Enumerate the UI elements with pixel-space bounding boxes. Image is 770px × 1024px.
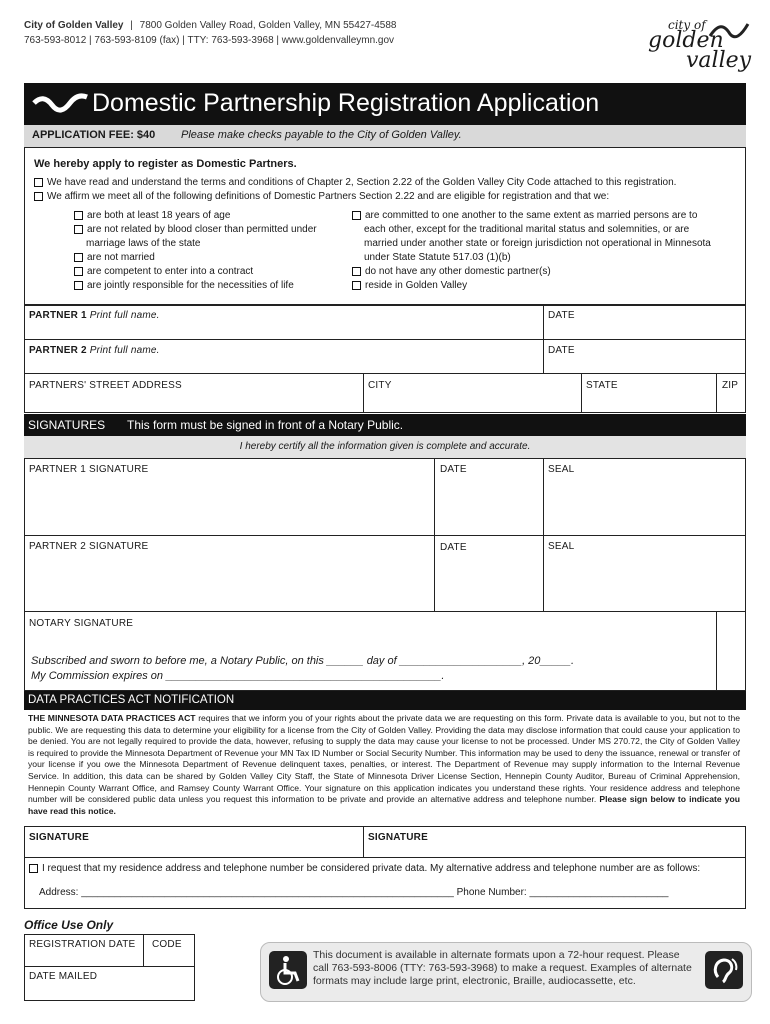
partner2-signature-date[interactable]: DATE [434, 535, 544, 612]
alternative-address-line[interactable]: Address: ___________________________________________________________________ Phone Number: _________________________ [39, 887, 669, 898]
partner2-seal: SEAL [543, 535, 746, 612]
accessibility-text: This document is available in alternate formats upon a 72-hour request. Please call 763-593-8006 (TTY: 763-593-3968) to make a request. Examples of alternate formats may include large print, electronic, Braille, audiocassette, etc. [313, 949, 692, 987]
org-name: City of Golden Valley [24, 20, 124, 31]
sworn-statement: Subscribed and sworn to before me, a Notary Public, on this ______ day of ____________________, 20_____. [31, 655, 575, 667]
logo-wave-icon [708, 20, 750, 42]
notary-side-cell [716, 611, 746, 691]
fee-bar [24, 125, 746, 147]
registration-date-field[interactable]: REGISTRATION DATE [24, 934, 144, 967]
header-address-line: City of Golden Valley | 7800 Golden Valley Road, Golden Valley, MN 55427-4588 [24, 20, 397, 31]
data-practices-body: THE MINNESOTA DATA PRACTICES ACT requires that we inform you of your rights about the private data we are requesting on this form. Private data is available to you, but not to the public. We are requesting this data to determine your eligibility for a license from the City of Golden Valley. Providing the data may disclose information that could cause your application to be denied. You are not legally required to provide the data, however, refusing to supply the data may cause your license to not be processed. Under MS 270.72, the City of Golden Valley is required to provide the Minnesota Department of Revenue your MN Tax ID Number or Social Security Number. This information may be used to deny the issuance, renewal or transfer of your license if you owe the Minnesota Department of Revenue delinquent taxes, penalties, or interest. The Department of Revenue may supply information to the Internal Revenue Service. In addition, this data can be shared by Golden Valley City Staff, the State of Minnesota Driver License Section, Hennepin County Auditor, Bureau of Criminal Apprehension, Hennepin County Warrant Office, and Ramsey County Warrant Office. Your signature on this application indicates you understand these rights. Your residence address and telephone number will be considered public data unless you request this information to be private and provide an alternative address and telephone number. Please sign below to indicate you have read this notice. [28, 713, 741, 816]
data-practices-heading: DATA PRACTICES ACT NOTIFICATION [28, 694, 235, 706]
left-criteria [74, 209, 344, 293]
org-address: 7800 Golden Valley Road, Golden Valley, MN 55427-4588 [139, 20, 397, 31]
fee-note: Please make checks payable to the City of Golden Valley. [181, 129, 462, 141]
partner2-date-field[interactable]: DATE [543, 339, 746, 374]
partner1-seal: SEAL [543, 458, 746, 536]
agreement-affirm[interactable]: We affirm we meet all of the following definitions of Domestic Partners Section 2.22 and are eligible for registration and that we: [34, 190, 744, 204]
city-logo [640, 18, 752, 74]
private-data-checkbox[interactable]: I request that my residence address and telephone number be considered private data. My alternative address and telephone number are as follows: [29, 862, 700, 876]
partner1-signature-field[interactable]: PARTNER 1 SIGNATURE [24, 458, 435, 536]
private-data-request [24, 857, 746, 909]
checkbox[interactable] [34, 192, 43, 201]
state-field[interactable]: STATE [581, 373, 717, 413]
page-title: Domestic Partnership Registration Application [92, 89, 600, 117]
office-use-heading: Office Use Only [24, 918, 114, 932]
criteria-item[interactable]: are both at least 18 years of age [74, 209, 344, 223]
criteria-item[interactable]: are jointly responsible for the necessities of life [74, 279, 344, 293]
signatures-heading: SIGNATURES [28, 418, 106, 432]
certify-bar [24, 436, 746, 458]
accessibility-notice [260, 942, 752, 1002]
partner1-date-field[interactable]: DATE [543, 305, 746, 340]
date-mailed-field[interactable]: DATE MAILED [24, 966, 195, 1001]
signature-field-2[interactable]: SIGNATURE [363, 826, 746, 858]
zip-field[interactable]: ZIP [716, 373, 746, 413]
partner1-signature-date[interactable]: DATE [434, 458, 544, 536]
signature-field-1[interactable]: SIGNATURE [24, 826, 364, 858]
apply-heading: We hereby apply to register as Domestic Partners. [34, 158, 297, 170]
hearing-assist-icon [705, 951, 743, 989]
data-practices-bar [24, 691, 746, 710]
checkbox[interactable] [34, 178, 43, 187]
certify-text: I hereby certify all the information given is complete and accurate. [239, 441, 531, 452]
code-field[interactable]: CODE [143, 934, 195, 967]
street-address-field[interactable]: PARTNERS' STREET ADDRESS [24, 373, 364, 413]
agreement-read[interactable]: We have read and understand the terms and conditions of Chapter 2, Section 2.22 of the Golden Valley City Code attached to this registration. [34, 176, 744, 190]
criteria-item[interactable]: are committed to one another to the same extent as married persons are to each other, except for the traditional marital status and solemnities, or are married under another state or foreign jurisdiction not operational in Minnesota under State Statute 517.03 (1)(b) [352, 209, 714, 265]
criteria-item[interactable]: do not have any other domestic partner(s) [352, 265, 714, 279]
partner1-name-field[interactable]: PARTNER 1 Print full name. [24, 305, 544, 340]
title-wave-icon [32, 91, 88, 117]
notary-signature-field[interactable]: NOTARY SIGNATURE Subscribed and sworn to before me, a Notary Public, on this ______ day of ____________________, 20_____. My Commission expires on _____________________________________________. [24, 611, 717, 691]
city-field[interactable]: CITY [363, 373, 582, 413]
criteria-item[interactable]: are not married [74, 251, 344, 265]
wheelchair-icon [269, 951, 307, 989]
criteria-item[interactable]: are competent to enter into a contract [74, 265, 344, 279]
signatures-bar [24, 414, 746, 436]
partner2-signature-field[interactable]: PARTNER 2 SIGNATURE [24, 535, 435, 612]
partner2-name-field[interactable]: PARTNER 2 Print full name. [24, 339, 544, 374]
logo-city-of: city of [668, 18, 706, 32]
title-bar [24, 83, 746, 125]
commission-expiry: My Commission expires on _____________________________________________. [31, 670, 445, 682]
criteria-item[interactable]: are not related by blood closer than permitted under marriage laws of the state [74, 223, 344, 251]
logo-golden: golden [648, 28, 724, 53]
logo-valley: valley [686, 48, 752, 73]
right-criteria [352, 209, 714, 293]
criteria-item[interactable]: reside in Golden Valley [352, 279, 714, 293]
signatures-note: This form must be signed in front of a Notary Public. [127, 418, 404, 432]
org-contact: 763-593-8012 | 763-593-8109 (fax) | TTY: 763-593-3968 | www.goldenvalleymn.gov [24, 35, 395, 46]
fee-label: APPLICATION FEE: $40 [32, 129, 156, 141]
